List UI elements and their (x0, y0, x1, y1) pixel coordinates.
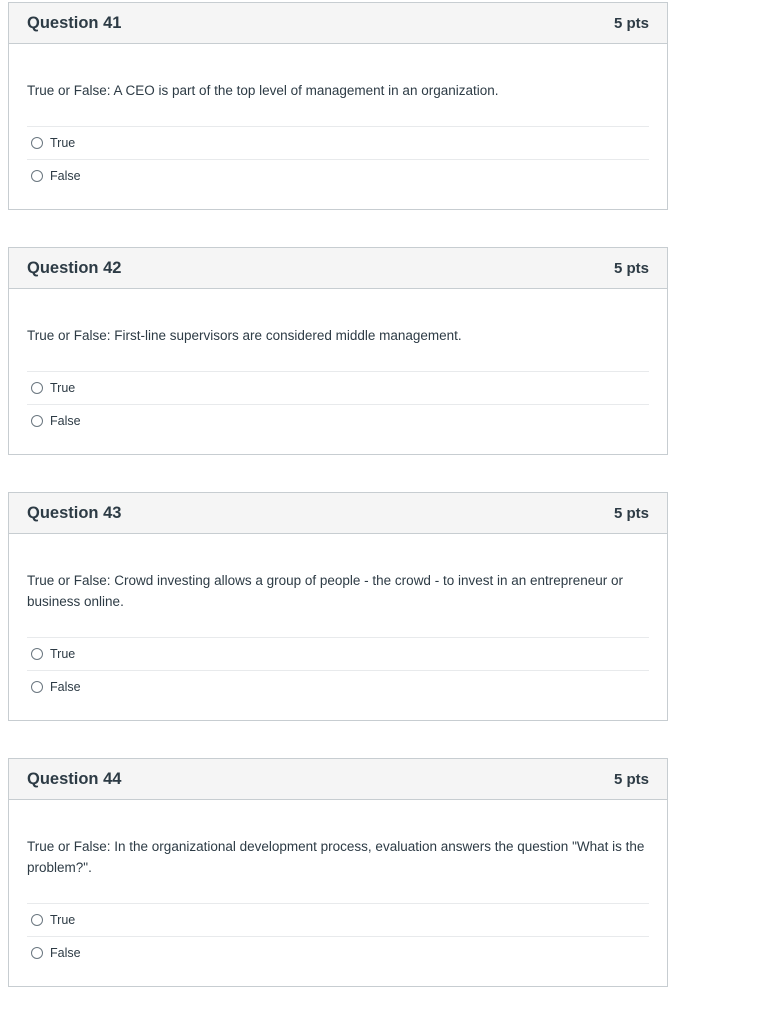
radio-button-icon[interactable] (31, 137, 43, 149)
answer-label: True (50, 381, 76, 395)
question-card (8, 758, 668, 987)
question-text: True or False: A CEO is part of the top level of management in an organization. (27, 83, 499, 98)
question-card (8, 2, 668, 210)
quiz-questions (8, 2, 668, 1024)
question-points: 5 pts (613, 770, 649, 788)
question-text: True or False: First-line supervisors are considered middle management. (27, 328, 462, 343)
question-points: 5 pts (613, 504, 649, 522)
answer-label: False (50, 169, 81, 183)
radio-button-icon[interactable] (31, 382, 43, 394)
radio-button-icon[interactable] (31, 415, 43, 427)
question-body (9, 800, 667, 986)
answer-label: True (50, 913, 76, 927)
question-title: Question 44 (27, 769, 122, 788)
question-body (9, 289, 667, 454)
answer-list (27, 903, 649, 986)
answer-label: False (50, 680, 81, 694)
radio-button-icon[interactable] (31, 947, 43, 959)
question-header (9, 248, 667, 289)
answer-option-false[interactable] (27, 404, 649, 437)
answer-list (27, 126, 649, 209)
question-title: Question 41 (27, 13, 122, 32)
answer-label: True (50, 136, 76, 150)
question-body (9, 534, 667, 720)
answer-label: True (50, 647, 76, 661)
question-body (9, 44, 667, 209)
question-card (8, 247, 668, 455)
answer-label: False (50, 414, 81, 428)
question-header (9, 3, 667, 44)
answer-label: False (50, 946, 81, 960)
answer-list (27, 637, 649, 720)
answer-option-true[interactable] (27, 637, 649, 670)
question-header (9, 493, 667, 534)
question-text: True or False: Crowd investing allows a group of people - the crowd - to invest in an entrepreneur or business online. (27, 573, 624, 609)
radio-button-icon[interactable] (31, 648, 43, 660)
answer-option-false[interactable] (27, 936, 649, 969)
question-card (8, 492, 668, 721)
answer-option-false[interactable] (27, 159, 649, 192)
question-points: 5 pts (613, 259, 649, 277)
radio-button-icon[interactable] (31, 170, 43, 182)
answer-option-true[interactable] (27, 371, 649, 404)
radio-button-icon[interactable] (31, 914, 43, 926)
question-points: 5 pts (613, 14, 649, 32)
question-title: Question 43 (27, 503, 122, 522)
answer-option-true[interactable] (27, 126, 649, 159)
question-title: Question 42 (27, 258, 122, 277)
answer-option-true[interactable] (27, 903, 649, 936)
answer-option-false[interactable] (27, 670, 649, 703)
question-header (9, 759, 667, 800)
radio-button-icon[interactable] (31, 681, 43, 693)
question-text: True or False: In the organizational development process, evaluation answers the question "What is the problem?". (27, 839, 645, 875)
answer-list (27, 371, 649, 454)
